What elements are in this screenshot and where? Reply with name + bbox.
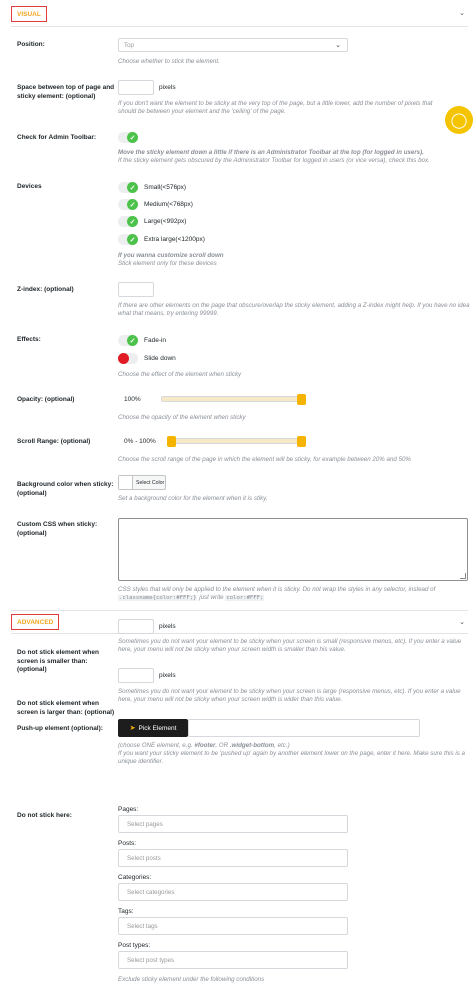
bg-color-desc: Set a background color for the element when it is stiky. bbox=[118, 495, 268, 502]
space-desc: If you don't want the element to be sticky at the very top of the page, but a little lower, add the number of pixels that should be between your element and the 'ceiling' of the page. bbox=[118, 100, 433, 116]
custom-css-desc: CSS styles that will only be applied to the element when it is sticky. Do not wrap the styles in any selector, instead of .classname{color:#FFF;} just write color:#FFF; bbox=[118, 586, 436, 602]
effect-label-fade: Fade-in bbox=[144, 337, 167, 344]
effect-toggle-slide[interactable] bbox=[118, 353, 138, 364]
check-icon: ✓ bbox=[127, 199, 138, 210]
posts-title: Posts: bbox=[118, 840, 137, 847]
lifebuoy-icon[interactable]: ◯ bbox=[445, 106, 473, 134]
admin-toolbar-label: Check for Admin Toolbar: bbox=[17, 134, 97, 141]
pushup-input[interactable] bbox=[188, 719, 420, 737]
larger-label: Do not stick element when screen is larger than: (optional) bbox=[17, 700, 115, 716]
space-label: Space between top of page and sticky element: (optional) bbox=[17, 84, 115, 100]
not-stick-desc: Exclude sticky element under the following conditions bbox=[118, 976, 265, 983]
admin-toolbar-desc: Move the sticky element down a little if there is an Administrator Toolbar at the top (for logged in users). If the sticky element gets obscured by the Administrator Toolbar for logged in users (or vice versa), check this box. bbox=[118, 149, 430, 165]
pages-title: Pages: bbox=[118, 806, 139, 813]
space-input[interactable] bbox=[118, 80, 154, 95]
smaller-input[interactable] bbox=[118, 619, 154, 634]
resize-grip-icon[interactable] bbox=[460, 573, 466, 579]
pick-element-button[interactable] bbox=[118, 719, 188, 737]
larger-input[interactable] bbox=[118, 668, 154, 683]
posts-select[interactable]: Select posts bbox=[118, 849, 348, 867]
larger-unit: pixels bbox=[159, 672, 176, 679]
opacity-label: Opacity: (optional) bbox=[17, 396, 75, 403]
bg-color-label: Background color when sticky: (optional) bbox=[17, 481, 114, 497]
scroll-range-handle-max[interactable] bbox=[297, 436, 306, 447]
device-label-xlarge: Extra large(<1200px) bbox=[144, 236, 205, 243]
position-select[interactable] bbox=[118, 38, 348, 52]
position-selected-value: Top bbox=[124, 41, 134, 49]
opacity-desc: Choose the opacity of the element when sticky bbox=[118, 414, 246, 421]
zindex-input[interactable] bbox=[118, 282, 154, 297]
opacity-value: 100% bbox=[124, 396, 141, 403]
zindex-desc: If there are other elements on the page that obscure/overlap the sticky element, adding a Z-index might help. If you have no idea what that means, try entering 99999. bbox=[118, 302, 470, 318]
chevron-down-icon[interactable]: ⌄ bbox=[459, 619, 465, 626]
smaller-label: Do not stick element when screen is smaller than: (optional) bbox=[17, 649, 99, 673]
divider bbox=[11, 610, 468, 611]
select-color-button[interactable] bbox=[118, 475, 166, 490]
pushup-label: Push-up element (optional): bbox=[17, 725, 103, 732]
device-label-large: Large(<992px) bbox=[144, 218, 187, 225]
post-types-title: Post types: bbox=[118, 942, 151, 949]
categories-select[interactable]: Select categories bbox=[118, 883, 348, 901]
admin-toolbar-toggle[interactable] bbox=[118, 132, 138, 143]
divider bbox=[11, 26, 468, 27]
divider bbox=[11, 633, 468, 634]
devices-desc: If you wanna customize scroll down Stick element only for these devices bbox=[118, 252, 224, 268]
smaller-desc: Sometimes you do not want your element to be sticky when your screen is small (responsive menus, etc). If you enter a value here, your menu will not be sticky when your screen width is smaller than his value. bbox=[118, 638, 462, 654]
devices-label: Devices bbox=[17, 183, 42, 190]
categories-title: Categories: bbox=[118, 874, 152, 881]
pick-element-label: Pick Element bbox=[138, 724, 177, 732]
scroll-range-fill bbox=[169, 439, 302, 443]
smaller-unit: pixels bbox=[159, 623, 176, 630]
device-label-small: Small(<576px) bbox=[144, 184, 187, 191]
pages-select[interactable]: Select pages bbox=[118, 815, 348, 833]
device-toggle-large[interactable] bbox=[118, 216, 138, 227]
check-icon: ✓ bbox=[127, 132, 138, 143]
zindex-label: Z-index: (optional) bbox=[17, 286, 74, 293]
device-toggle-small[interactable] bbox=[118, 182, 138, 193]
check-icon: ✓ bbox=[127, 234, 138, 245]
scroll-range-handle-min[interactable] bbox=[167, 436, 176, 447]
tab-visual[interactable]: VISUAL bbox=[11, 6, 47, 22]
custom-css-textarea[interactable] bbox=[118, 518, 468, 581]
tags-select[interactable]: Select tags bbox=[118, 917, 348, 935]
color-swatch bbox=[119, 476, 133, 489]
scroll-range-value: 0% - 100% bbox=[124, 438, 156, 445]
tab-advanced[interactable]: ADVANCED bbox=[11, 614, 59, 630]
scroll-range-desc: Choose the scroll range of the page in which the element will be sticky, for example between 20% and 50% bbox=[118, 456, 411, 463]
effects-label: Effects: bbox=[17, 336, 41, 343]
tags-title: Tags: bbox=[118, 908, 134, 915]
scroll-range-track[interactable] bbox=[168, 438, 303, 444]
device-toggle-medium[interactable] bbox=[118, 199, 138, 210]
scroll-range-label: Scroll Range: (optional) bbox=[17, 438, 91, 445]
chevron-down-icon[interactable]: ⌄ bbox=[459, 10, 465, 17]
larger-desc: Sometimes you do not want your element to be sticky when your screen is large (responsive menus, etc). If you enter a value here, your menu will not be sticky when your screen width is wider than this value. bbox=[118, 688, 461, 704]
space-unit: pixels bbox=[159, 84, 176, 91]
position-desc: Choose whether to stick the element. bbox=[118, 58, 220, 65]
effect-toggle-fade[interactable] bbox=[118, 335, 138, 346]
check-icon: ✓ bbox=[127, 182, 138, 193]
check-icon: ✓ bbox=[127, 216, 138, 227]
check-icon: ✓ bbox=[127, 335, 138, 346]
select-color-label: Select Color bbox=[136, 479, 165, 486]
effects-desc: Choose the effect of the element when sticky bbox=[118, 371, 242, 378]
cursor-icon: ➤ bbox=[129, 725, 136, 732]
device-label-medium: Medium(<768px) bbox=[144, 201, 193, 208]
opacity-slider-fill bbox=[162, 397, 302, 401]
position-label: Position: bbox=[17, 41, 45, 48]
device-toggle-xlarge[interactable] bbox=[118, 234, 138, 245]
opacity-slider-handle[interactable] bbox=[297, 394, 306, 405]
custom-css-label: Custom CSS when sticky: (optional) bbox=[17, 521, 98, 537]
pushup-desc: (choose ONE element, e.g. #footer, OR .widget-bottom, etc.) If you want your sticky element to be 'pushed up' again by another element lower on the page, enter it here. Make sure this is a unique identifier. bbox=[118, 742, 465, 766]
post-types-select[interactable]: Select post types bbox=[118, 951, 348, 969]
chevron-down-icon: ⌄ bbox=[335, 42, 341, 49]
opacity-slider-track[interactable] bbox=[161, 396, 303, 402]
not-stick-label: Do not stick here: bbox=[17, 812, 72, 819]
effect-label-slide: Slide down bbox=[144, 355, 176, 362]
